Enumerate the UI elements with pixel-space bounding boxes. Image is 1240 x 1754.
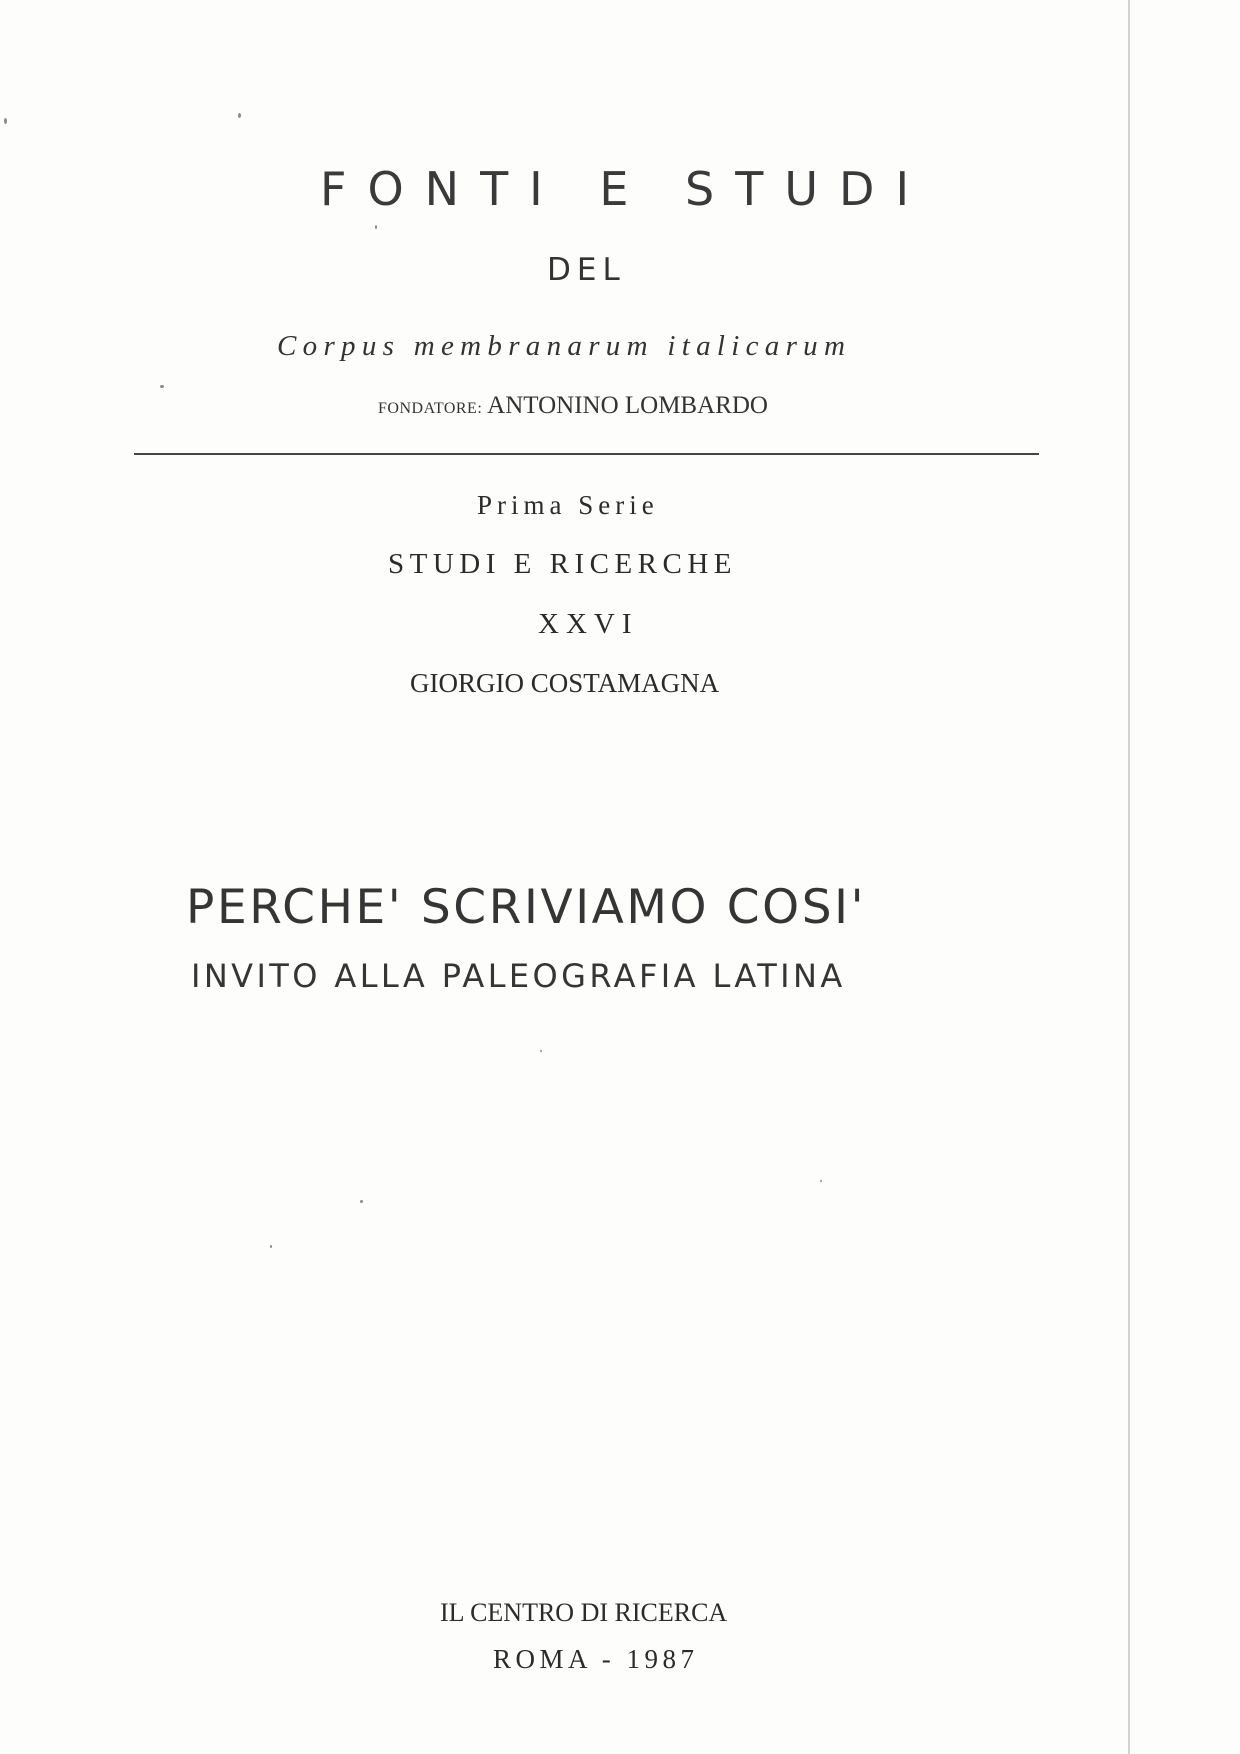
corpus-name: Corpus membranarum italicarum	[277, 330, 852, 362]
founder-label: FONDATORE:	[378, 400, 483, 417]
author-name: GIORGIO COSTAMAGNA	[410, 668, 720, 698]
founder-name: ANTONINO LOMBARDO	[487, 392, 768, 419]
scan-speck	[360, 1200, 363, 1203]
series-title-del: DEL	[547, 252, 626, 288]
scan-speck	[820, 1180, 822, 1182]
scan-speck	[4, 118, 7, 124]
scan-speck	[160, 385, 164, 388]
series-subtitle: STUDI E RICERCHE	[388, 548, 737, 580]
scan-speck	[375, 225, 377, 229]
book-title: PERCHE' SCRIVIAMO COSI'	[186, 880, 867, 935]
book-subtitle: INVITO ALLA PALEOGRAFIA LATINA	[191, 957, 846, 995]
series-title: FONTI E STUDI	[320, 162, 931, 216]
scan-speck	[270, 1245, 272, 1248]
founder-line	[378, 392, 878, 420]
horizontal-rule	[134, 453, 1039, 455]
volume-number: XXVI	[538, 608, 639, 640]
place-year: ROMA - 1987	[493, 1644, 699, 1674]
scan-speck	[540, 1050, 542, 1052]
series-number: Prima Serie	[477, 490, 659, 520]
page-edge-line	[1128, 0, 1130, 1754]
publisher: IL CENTRO DI RICERCA	[440, 1598, 728, 1627]
scan-speck	[238, 113, 241, 118]
